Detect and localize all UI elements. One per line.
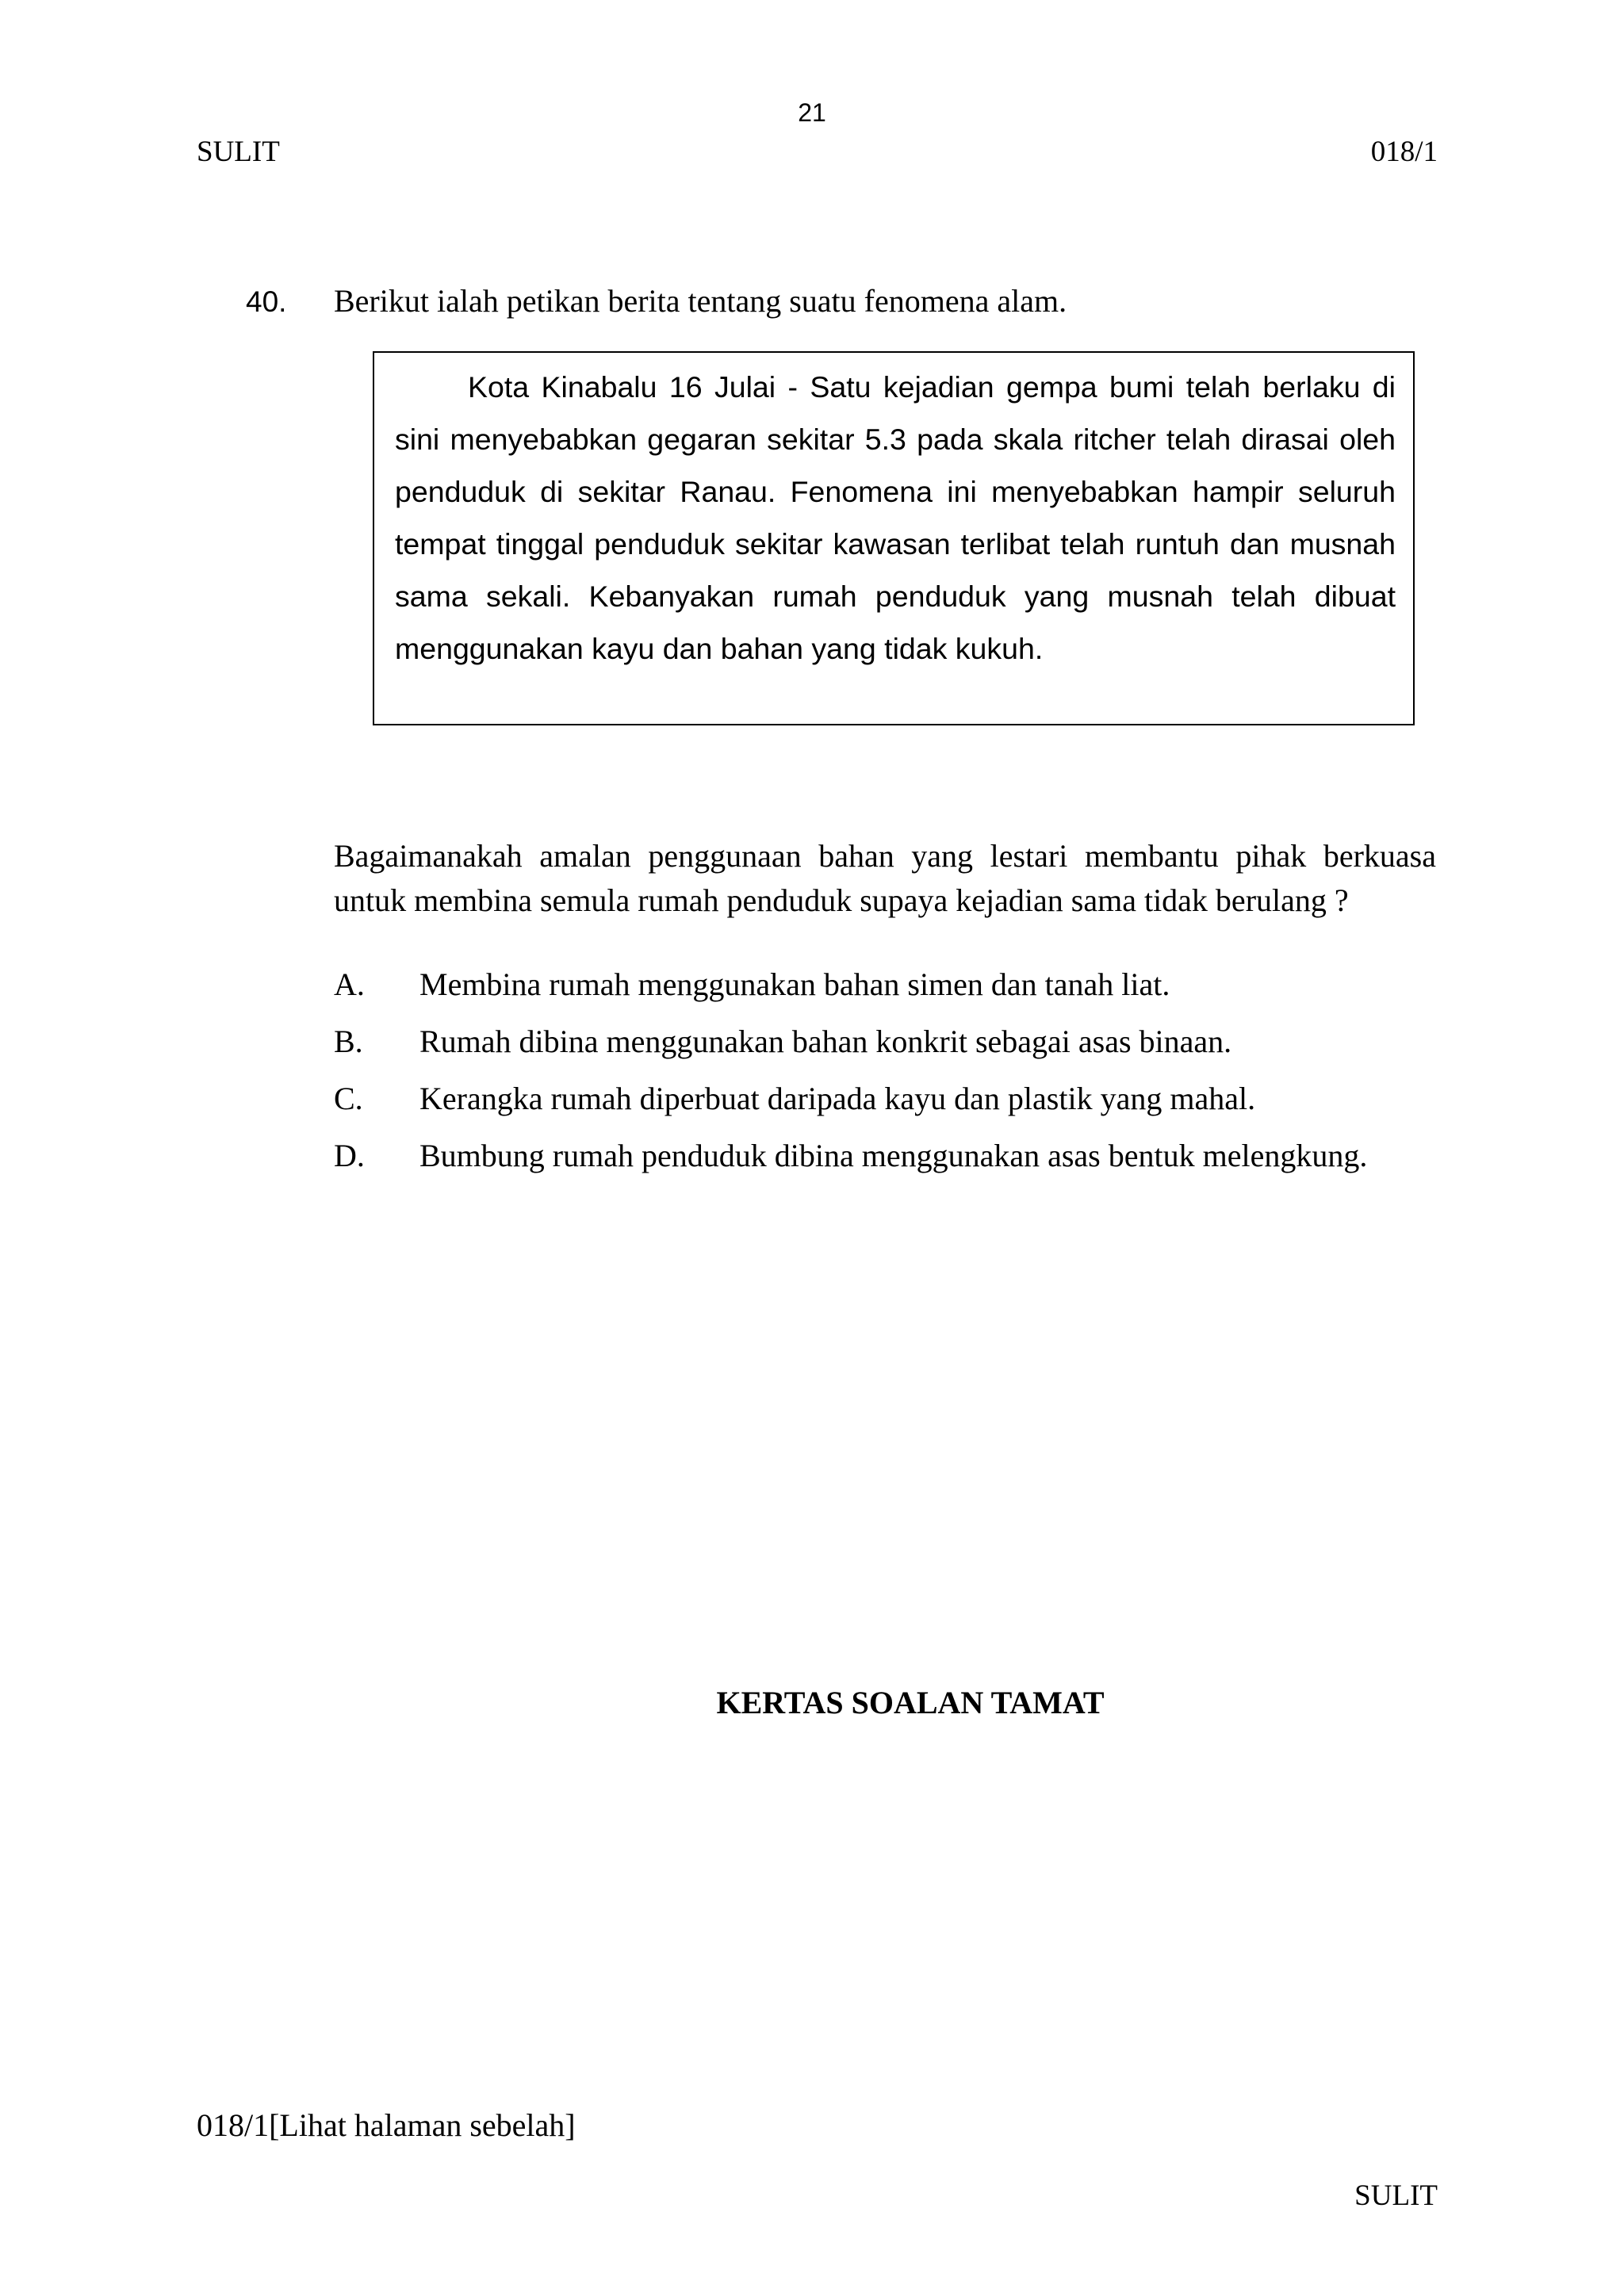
end-of-paper-title: KERTAS SOALAN TAMAT [716,1685,1105,1720]
option-letter: B. [334,1024,363,1059]
answer-options [334,966,1460,1194]
news-excerpt-text: Kota Kinabalu 16 Julai - Satu kejadian gempa bumi telah berlaku di sini menyebabkan gegaran sekitar 5.3 pada skala ritcher telah dirasai oleh penduduk di sekitar Ranau. Fenomena ini menyebabkan hampir seluruh tempat tinggal penduduk sekitar kawasan terlibat telah runtuh dan musnah sama sekali. Kebanyakan rumah penduduk yang musnah telah dibuat menggunakan kayu dan bahan yang tidak kukuh. [395,370,1396,665]
question-prompt: Bagaimanakah amalan penggunaan bahan yang lestari membantu pihak berkuasa untuk membina semula rumah penduduk supaya kejadian sama tidak berulang ? [334,838,1436,918]
answer-option-a[interactable] [334,966,1460,1023]
option-text: Kerangka rumah diperbuat daripada kayu dan plastik yang mahal. [419,1081,1256,1116]
option-letter: C. [334,1081,363,1116]
header-paper-code: 018/1 [1370,136,1438,168]
answer-option-b[interactable] [334,1023,1460,1080]
option-text: Bumbung rumah penduduk dibina menggunakan asas bentuk melengkung. [419,1138,1368,1173]
news-excerpt-box [373,351,1415,725]
footer-paper-code: 018/1[Lihat halaman sebelah] [197,2107,576,2143]
option-letter: D. [334,1138,365,1173]
header-classification: SULIT [197,136,280,168]
answer-option-c[interactable] [334,1080,1460,1137]
page-number: 21 [798,98,826,127]
option-letter: A. [334,966,365,1002]
option-text: Membina rumah menggunakan bahan simen dan tanah liat. [419,966,1170,1002]
footer-classification: SULIT [1354,2179,1438,2212]
option-text: Rumah dibina menggunakan bahan konkrit sebagai asas binaan. [419,1024,1232,1059]
question-number: 40. [246,285,287,318]
answer-option-d[interactable] [334,1137,1460,1194]
question-intro: Berikut ialah petikan berita tentang suatu fenomena alam. [334,283,1067,319]
